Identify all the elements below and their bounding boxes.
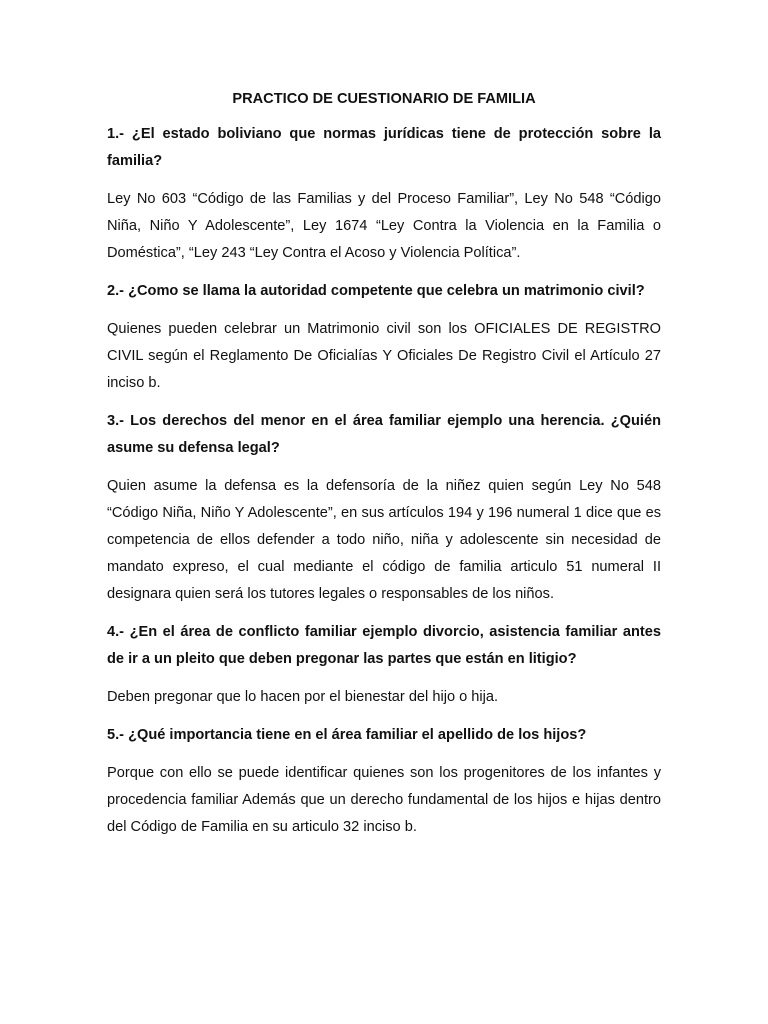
question-1: 1.- ¿El estado boliviano que normas jurídicas tiene de protección sobre la familia? — [107, 126, 661, 169]
answer-1: Ley No 603 “Código de las Familias y del Proceso Familiar”, Ley No 548 “Código Niña, Niño Y Adolescente”, Ley 1674 “Ley Contra la Violencia en la Familia o Doméstica”, “Ley 243 “Ley Contra el Acoso y Violencia Política”. — [107, 191, 661, 261]
question-5: 5.- ¿Qué importancia tiene en el área familiar el apellido de los hijos? — [107, 727, 587, 743]
answer-3: Quien asume la defensa es la defensoría de la niñez quien según Ley No 548 “Código Niña, Niño Y Adolescente”, en sus artículos 194 y 196 numeral 1 dice que es competencia de ellos defender a todo niño, niña y adolescente sin necesidad de mandato expreso, el cual mediante el código de familia articulo 51 numeral II designara quien será los tutores legales o responsables de los niños. — [107, 478, 661, 602]
question-3: 3.- Los derechos del menor en el área familiar ejemplo una herencia. ¿Quién asume su defensa legal? — [107, 413, 661, 456]
answer-5: Porque con ello se puede identificar quienes son los progenitores de los infantes y procedencia familiar Además que un derecho fundamental de los hijos e hijas dentro del Código de Familia en su articulo 32 inciso b. — [107, 765, 661, 835]
qa-item-1 — [107, 121, 661, 267]
answer-2: Quienes pueden celebrar un Matrimonio civil son los OFICIALES DE REGISTRO CIVIL según el Reglamento De Oficialías Y Oficiales De Registro Civil el Artículo 27 inciso b. — [107, 321, 661, 391]
answer-4: Deben pregonar que lo hacen por el bienestar del hijo o hija. — [107, 689, 499, 705]
qa-item-4 — [107, 619, 661, 711]
qa-item-2 — [107, 278, 661, 397]
question-2: 2.- ¿Como se llama la autoridad competente que celebra un matrimonio civil? — [107, 283, 645, 299]
question-4: 4.- ¿En el área de conflicto familiar ejemplo divorcio, asistencia familiar antes de ir a un pleito que deben pregonar las partes que están en litigio? — [107, 624, 661, 667]
qa-item-3 — [107, 408, 661, 608]
document-body — [107, 86, 661, 852]
document-title: PRACTICO DE CUESTIONARIO DE FAMILIA — [232, 91, 536, 107]
qa-item-5 — [107, 722, 661, 841]
